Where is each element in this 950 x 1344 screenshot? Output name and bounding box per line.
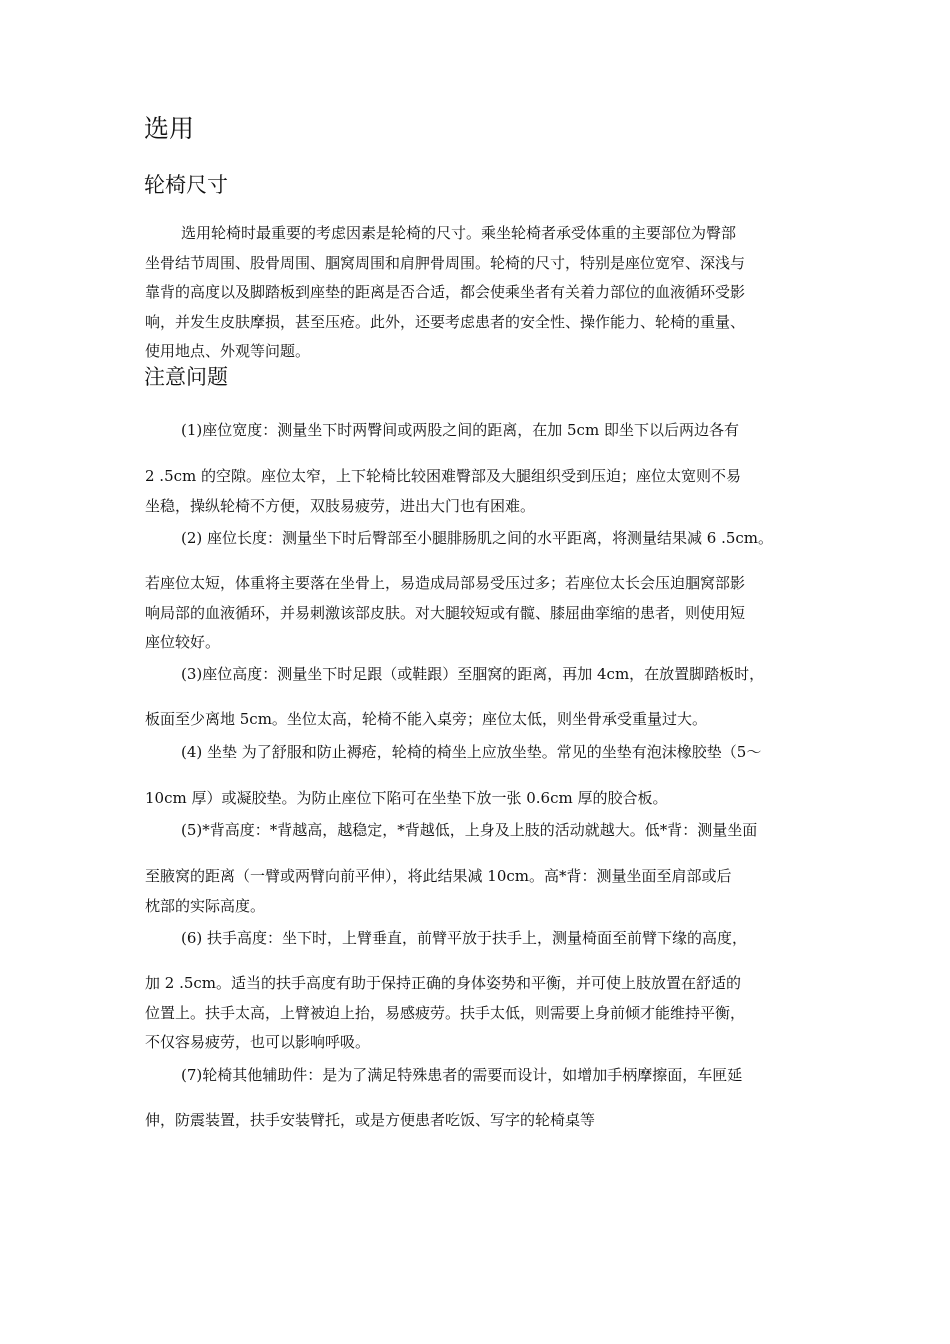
section-heading-notes: 注意问题 <box>144 365 228 389</box>
paragraph-line: 加 2 .5cm。适当的扶手高度有助于保持正确的身体姿势和平衡，并可使上肢放置在舒适的 <box>145 974 742 992</box>
note-item-4-first-line <box>145 738 808 768</box>
note-item-2-continuation <box>145 569 808 658</box>
paragraph-line: (2) 座位长度：测量坐下时后臀部至小腿腓肠肌之间的水平距离，将测量结果减 6 .5cm。 <box>181 529 774 547</box>
paragraph-line: 若座位太短，体重将主要落在坐骨上，易造成局部易受压过多；若座位太长会压迫腘窝部影 <box>145 574 746 592</box>
paragraph-line: 靠背的高度以及脚踏板到座垫的距离是否合适，都会使乘坐者有关着力部位的血液循环受影 <box>145 283 746 301</box>
paragraph-line: 位置上。扶手太高，上臂被迫上抬，易感疲劳。扶手太低，则需要上身前倾才能维持平衡， <box>145 1003 746 1022</box>
paragraph-line: (4) 坐垫 为了舒服和防止褥疮，轮椅的椅坐上应放坐垫。常见的坐垫有泡沫橡胶垫（5～ <box>181 743 762 761</box>
page-title: 选用 <box>144 114 195 143</box>
paragraph-line: 10cm 厚）或凝胶垫。为防止座位下陷可在坐垫下放一张 0.6cm 厚的胶合板。 <box>145 789 668 807</box>
note-item-6-first-line <box>145 924 808 954</box>
paragraph-line: 枕部的实际高度。 <box>145 896 266 915</box>
paragraph-line: 坐稳，操纵轮椅不方便，双肢易疲劳，进出大门也有困难。 <box>145 496 536 515</box>
paragraph-line: 座位较好。 <box>145 633 221 651</box>
paragraph-line: 响，并发生皮肤摩损，甚至压疮。此外，还要考虑患者的安全性、操作能力、轮椅的重量、 <box>145 312 746 331</box>
note-item-1-first-line <box>145 416 808 446</box>
paragraph-line: (7)轮椅其他辅助件：是为了满足特殊患者的需要而设计，如增加手柄摩擦面，车匣延 <box>181 1066 743 1084</box>
note-item-6-continuation <box>145 969 808 1058</box>
paragraph-line: 2 .5cm 的空隙。座位太窄，上下轮椅比较困难臀部及大腿组织受到压迫；座位太宽则不易 <box>145 467 742 485</box>
paragraph-line: (3)座位高度：测量坐下时足跟（或鞋跟）至腘窝的距离，再加 4cm，在放置脚踏板时， <box>181 665 765 683</box>
note-item-5-continuation <box>145 862 808 921</box>
paragraph-line: 伸，防震装置，扶手安装臂托，或是方便患者吃饭、写字的轮椅桌等 <box>145 1111 596 1129</box>
paragraph-line: 至腋窝的距离（一臂或两臂向前平伸），将此结果减 10cm。高*背：测量坐面至肩部或后 <box>145 867 732 885</box>
note-item-7-first-line <box>145 1061 808 1091</box>
note-item-7-continuation <box>145 1106 808 1136</box>
section-heading-wheelchair-size: 轮椅尺寸 <box>144 173 228 197</box>
paragraph-line: 板面至少离地 5cm。坐位太高，轮椅不能入桌旁；座位太低，则坐骨承受重量过大。 <box>145 710 707 728</box>
paragraph-line: 选用轮椅时最重要的考虑因素是轮椅的尺寸。乘坐轮椅者承受体重的主要部位为臀部 <box>181 224 737 242</box>
paragraph-line: 响局部的血液循环，并易刺激该部皮肤。对大腿较短或有髋、膝屈曲挛缩的患者，则使用短 <box>145 603 746 622</box>
note-item-2-first-line <box>145 524 808 554</box>
paragraph-line: (1)座位宽度：测量坐下时两臀间或两股之间的距离，在加 5cm 即坐下以后两边各有 <box>181 421 739 439</box>
paragraph-line: 使用地点、外观等问题。 <box>145 342 311 360</box>
wheelchair-size-paragraph <box>145 219 808 367</box>
note-item-1-continuation <box>145 462 808 521</box>
note-item-3-first-line <box>145 660 808 690</box>
note-item-4-continuation <box>145 784 808 814</box>
note-item-3-continuation <box>145 705 808 735</box>
paragraph-line: 不仅容易疲劳，也可以影响呼吸。 <box>145 1033 371 1051</box>
note-item-5-first-line <box>145 816 808 846</box>
paragraph-line: (6) 扶手高度：坐下时，上臂垂直，前臂平放于扶手上，测量椅面至前臂下缘的高度， <box>181 929 748 947</box>
paragraph-line: 坐骨结节周围、股骨周围、腘窝周围和肩胛骨周围。轮椅的尺寸，特别是座位宽窄、深浅与 <box>145 253 746 272</box>
paragraph-line: (5)*背高度：*背越高，越稳定，*背越低，上身及上肢的活动就越大。低*背：测量坐面 <box>181 821 758 839</box>
